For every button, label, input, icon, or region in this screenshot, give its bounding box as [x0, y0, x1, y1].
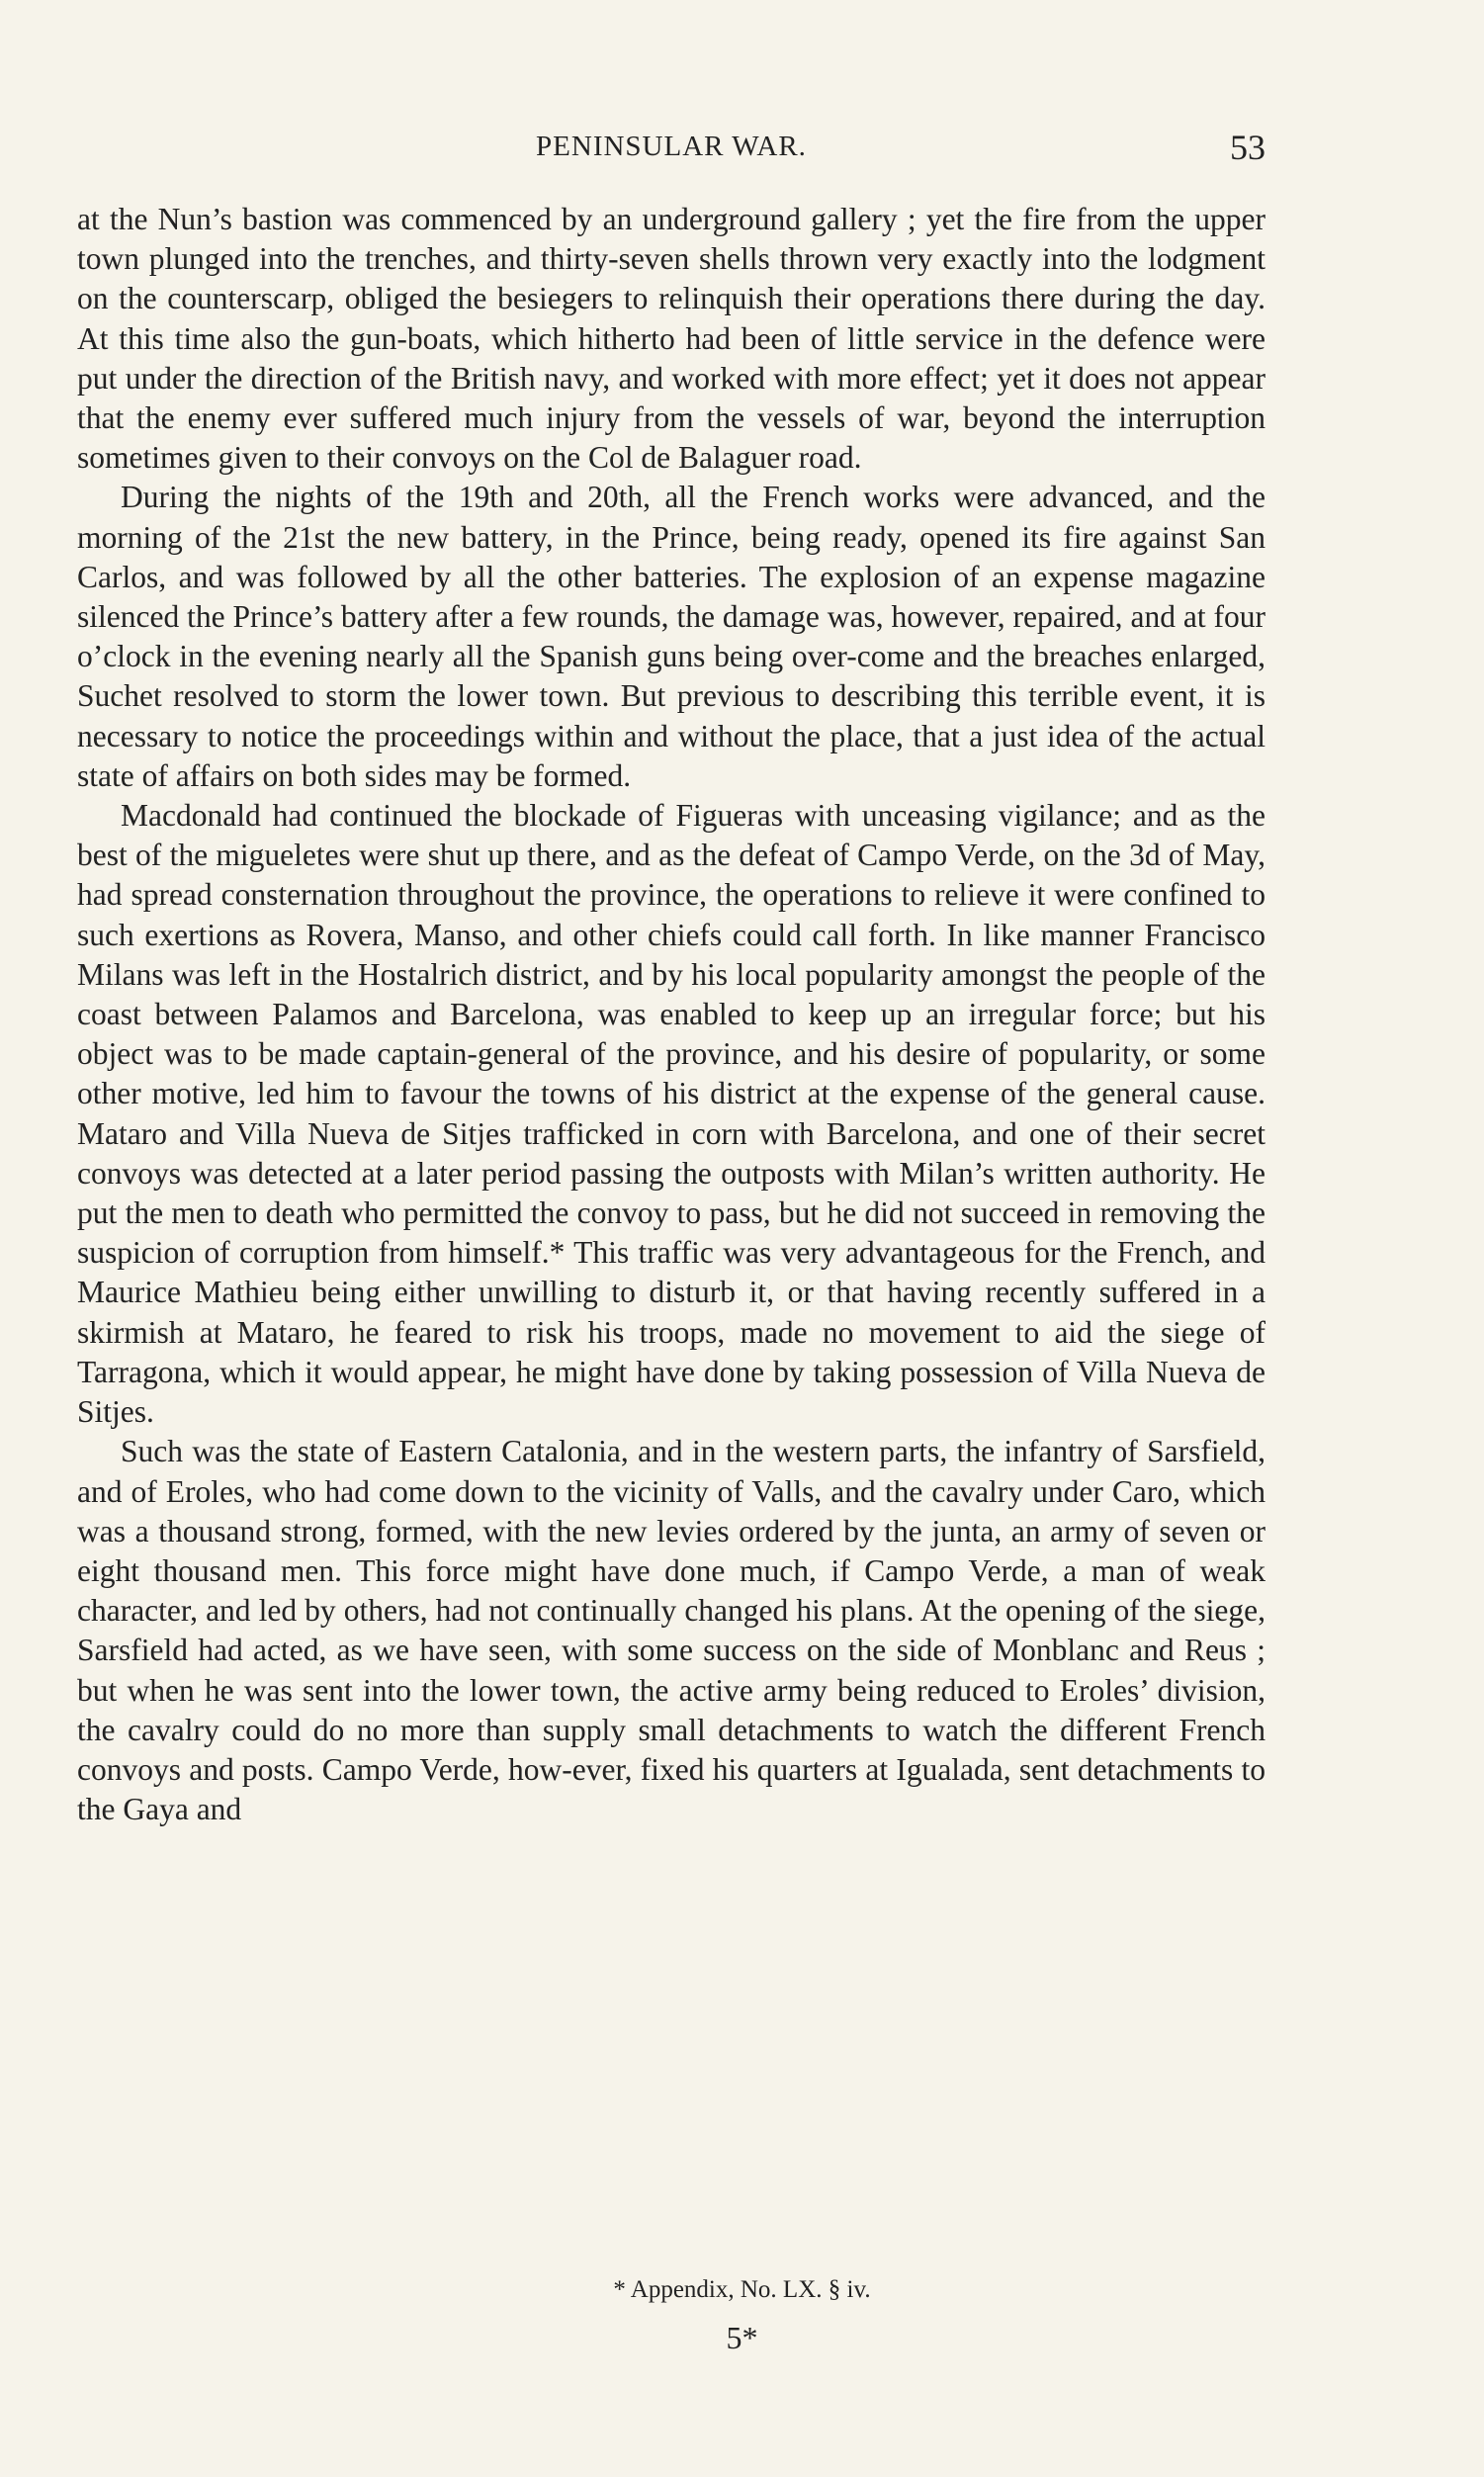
paragraph: During the nights of the 19th and 20th, all the French works were advanced, and the morning of the 21st the new battery, in the Prince, being ready, opened its fire against San Carlos, and was followed by all the other batteries. The explosion of an expense magazine silenced the Prince’s battery after a few rounds, the damage was, however, repaired, and at four o’clock in the evening nearly all the Spanish guns being over-come and the breaches enlarged, Suchet resolved to storm the lower town. But previous to describing this terrible event, it is necessary to notice the proceedings within and without the place, that a just idea of the actual state of affairs on both sides may be formed. [77, 480, 1266, 793]
signature-mark: 5* [726, 2320, 758, 2355]
page-header [77, 127, 1266, 176]
body-text [77, 200, 1266, 1829]
paragraph: Such was the state of Eastern Catalonia, and in the western parts, the infantry of Sarsfield, and of Eroles, who had come down to the vicinity of Valls, and the cavalry under Caro, which was a thousand strong, formed, with the new levies ordered by the junta, an army of seven or eight thousand men. This force might have done much, if Campo Verde, a man of weak character, and led by others, had not continually changed his plans. At the opening of the siege, Sarsfield had acted, as we have seen, with some success on the side of Monblanc and Reus ; but when he was sent into the lower town, the active army being reduced to Eroles’ division, the cavalry could do no more than supply small detachments to watch the different French convoys and posts. Campo Verde, how-ever, fixed his quarters at Igualada, sent detachments to the Gaya and [77, 1434, 1266, 1827]
page-number: 53 [1230, 128, 1266, 167]
paragraph: at the Nun’s bastion was commenced by an underground gallery ; yet the fire from the upper town plunged into the trenches, and thirty-seven shells thrown very exactly into the lodgment on the counterscarp, obliged the besiegers to relinquish their operations there during the day. At this time also the gun-boats, which hitherto had been of little service in the defence were put under the direction of the British navy, and worked with more effect; yet it does not appear that the enemy ever suffered much injury from the vessels of war, beyond the interruption sometimes given to their convoys on the Col de Balaguer road. [77, 202, 1266, 476]
running-head: PENINSULAR WAR. [536, 131, 807, 162]
paragraph: Macdonald had continued the blockade of Figueras with unceasing vigilance; and as the best of the migueletes were shut up there, and as the defeat of Campo Verde, on the 3d of May, had spread consternation throughout the province, the operations to relieve it were confined to such exertions as Rovera, Manso, and other chiefs could call forth. In like manner Francisco Milans was left in the Hostalrich district, and by his local popularity amongst the people of the coast between Palamos and Barcelona, was enabled to keep up an irregular force; but his object was to be made captain-general of the province, and his desire of popularity, or some other motive, led him to favour the towns of his district at the expense of the general cause. Mataro and Villa Nueva de Sitjes trafficked in corn with Barcelona, and one of their secret convoys was detected at a later period passing the outposts with Milan’s written authority. He put the men to death who permitted the convoy to pass, but he did not succeed in removing the suspicion of corruption from himself.* This traffic was very advantageous for the French, and Maurice Mathieu being either unwilling to disturb it, or that having recently suffered in a skirmish at Mataro, he feared to risk his troops, made no movement to aid the siege of Tarragona, which it would appear, he might have done by taking possession of Villa Nueva de Sitjes. [77, 798, 1266, 1430]
footnote: * Appendix, No. LX. § iv. [613, 2276, 871, 2303]
